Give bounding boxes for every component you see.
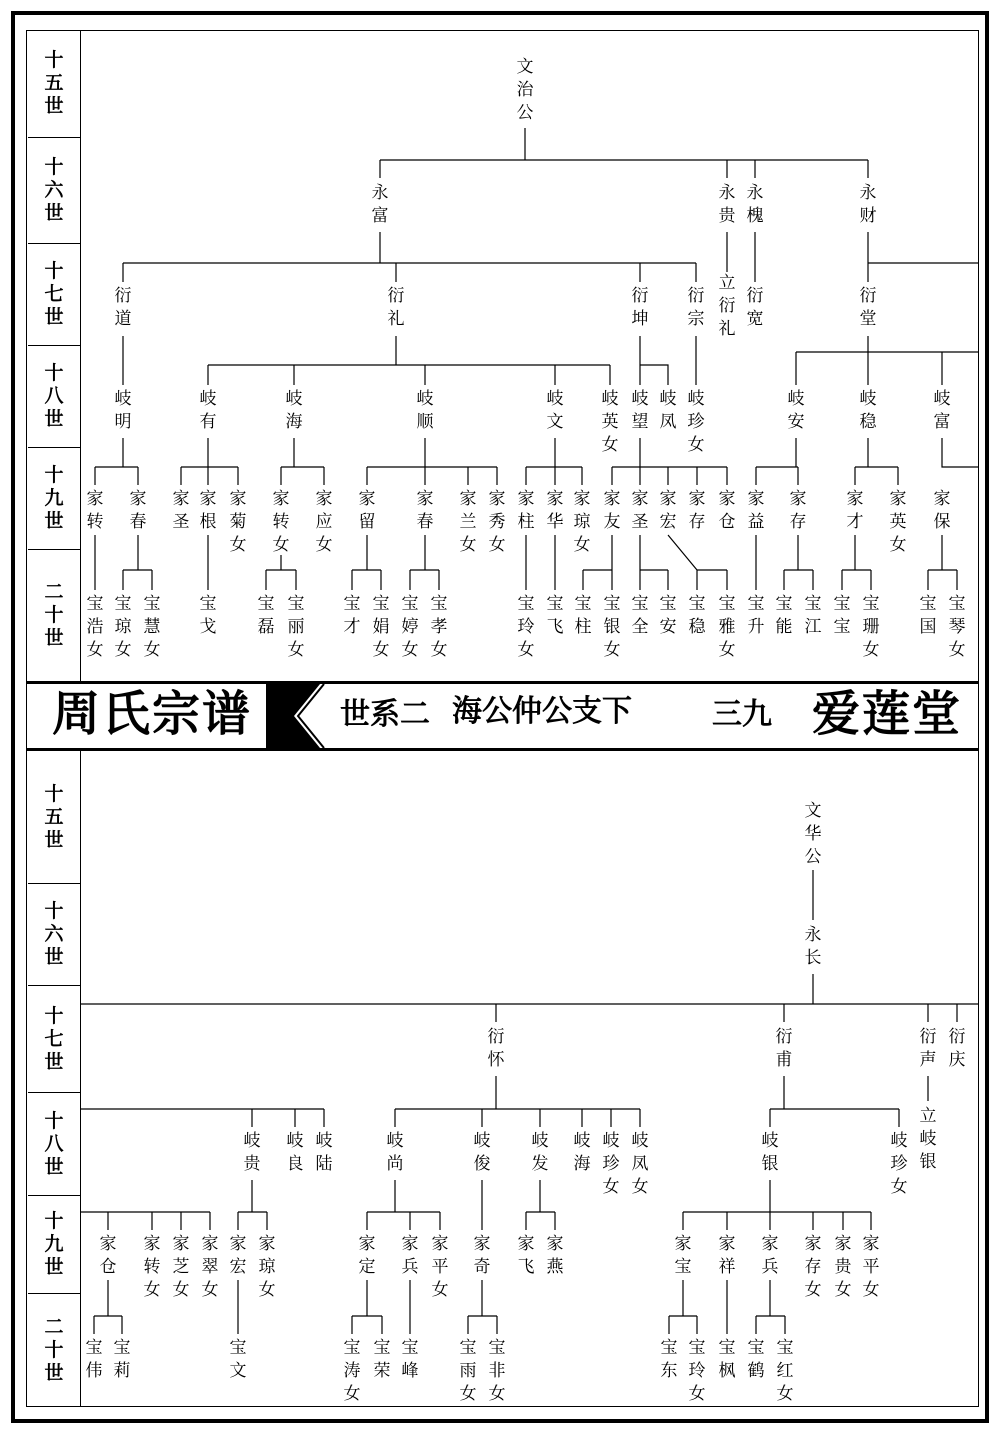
- person-g18: 岐 英 女: [601, 389, 619, 455]
- person-g20: 宝 文: [229, 1338, 247, 1381]
- person-g19: 家 定: [358, 1234, 376, 1277]
- person-g20: 宝 雅 女: [718, 594, 736, 660]
- person-g19: 家 存: [789, 489, 807, 532]
- person-g20: 宝 升: [747, 594, 765, 637]
- person-g18: 岐 富: [933, 389, 951, 432]
- person-g18: 岐 贵: [243, 1131, 261, 1174]
- person-g20: 宝 伟: [85, 1338, 103, 1381]
- hall-name: 爱莲堂: [812, 686, 963, 742]
- person-g19: 家 琼 女: [573, 489, 591, 555]
- gen-label-16: 十 六 世: [28, 138, 80, 244]
- person-g19: 家 宝: [674, 1234, 692, 1277]
- person-g20: 宝 娟 女: [372, 594, 390, 660]
- person-g16: 永 富: [371, 183, 389, 226]
- person-g18: 岐 海: [573, 1131, 591, 1174]
- person-g19: 家 秀 女: [488, 489, 506, 555]
- person-g17: 衍 坤: [631, 286, 649, 329]
- person-g20: 宝 鹤: [747, 1338, 765, 1381]
- person-g17: 衍 声: [919, 1027, 937, 1070]
- person-g18: 岐 珍 女: [602, 1131, 620, 1197]
- person-g18: 岐 陆: [315, 1131, 333, 1174]
- person-g20: 宝 珊 女: [862, 594, 880, 660]
- person-g18: 岐 发: [531, 1131, 549, 1174]
- person-g19: 家 留: [358, 489, 376, 532]
- person-g20: 宝 枫: [718, 1338, 736, 1381]
- person-g17: 衍 道: [114, 286, 132, 329]
- person-g20: 宝 荣: [373, 1338, 391, 1381]
- person-g18: 岐 海: [285, 389, 303, 432]
- person-g20: 宝 江: [804, 594, 822, 637]
- person-g20: 宝 莉: [113, 1338, 131, 1381]
- person-g19: 家 兵: [761, 1234, 779, 1277]
- person-g20: 宝 丽 女: [287, 594, 305, 660]
- person-g16: 永 财: [859, 183, 877, 226]
- person-g19: 家 祥: [718, 1234, 736, 1277]
- person-g20: 宝 非 女: [488, 1338, 506, 1404]
- person-g18: 岐 明: [114, 389, 132, 432]
- person-g18: 岐 凤 女: [631, 1131, 649, 1197]
- person-g17: 衍 堂: [859, 286, 877, 329]
- gen-label-19: 十 九 世: [28, 1196, 80, 1294]
- person-g18: 岐 顺: [416, 389, 434, 432]
- person-g17: 衍 宗: [687, 286, 705, 329]
- gen-label-18: 十 八 世: [28, 1093, 80, 1196]
- person-g20: 宝 柱: [574, 594, 592, 637]
- person-g19: 家 才: [846, 489, 864, 532]
- person-g20: 宝 稳: [688, 594, 706, 637]
- person-g20: 宝 才: [343, 594, 361, 637]
- person-g18: 岐 安: [787, 389, 805, 432]
- person-g18: 岐 俊: [473, 1131, 491, 1174]
- person-g19: 家 友: [603, 489, 621, 532]
- person-g19: 家 华: [546, 489, 564, 532]
- person-g20: 宝 孝 女: [430, 594, 448, 660]
- person-g19: 家 仓: [718, 489, 736, 532]
- person-g17: 衍 甫: [775, 1027, 793, 1070]
- person-g19: 家 存: [688, 489, 706, 532]
- person-g18: 岐 珍 女: [687, 389, 705, 455]
- person-g20: 宝 安: [659, 594, 677, 637]
- person-g19: 家 菊 女: [229, 489, 247, 555]
- person-g20: 宝 能: [775, 594, 793, 637]
- person-g18: 岐 尚: [386, 1131, 404, 1174]
- person-g19: 家 转 女: [272, 489, 290, 555]
- person-g19: 家 燕: [546, 1234, 564, 1277]
- gen-label-20: 二 十 世: [44, 1316, 64, 1384]
- book-title: 周氏宗谱: [52, 686, 253, 742]
- ancestor-wenhua: 文 华 公: [804, 801, 822, 867]
- person-g16: 永 槐: [746, 183, 764, 226]
- person-g19: 家 转 女: [143, 1234, 161, 1300]
- person-g17: 衍 宽: [746, 286, 764, 329]
- person-g20: 宝 婷 女: [401, 594, 419, 660]
- person-g20: 宝 玲 女: [688, 1338, 706, 1404]
- person-g20: 宝 慧 女: [143, 594, 161, 660]
- gen-label-19: 十 九 世: [28, 448, 80, 550]
- gen-label-16: 十 六 世: [28, 884, 80, 986]
- person-g19: 家 英 女: [889, 489, 907, 555]
- person-g19: 家 平 女: [862, 1234, 880, 1300]
- person-g19: 家 翠 女: [201, 1234, 219, 1300]
- person-g19: 家 圣: [172, 489, 190, 532]
- person-g18: 岐 良: [286, 1131, 304, 1174]
- person-g16: 永 贵: [718, 183, 736, 226]
- person-g19: 家 圣: [631, 489, 649, 532]
- person-g18: 岐 凤: [659, 389, 677, 432]
- gen-label-15: 十 五 世: [28, 751, 80, 884]
- person-g20: 宝 东: [660, 1338, 678, 1381]
- person-g20: 宝 戈: [199, 594, 217, 637]
- person-g19: 家 存 女: [804, 1234, 822, 1300]
- person-g19: 家 保: [933, 489, 951, 532]
- person-g19: 家 仓: [99, 1234, 117, 1277]
- person-g18: 岐 有: [199, 389, 217, 432]
- person-g19: 家 琼 女: [258, 1234, 276, 1300]
- person-g20: 宝 浩 女: [86, 594, 104, 660]
- person-g20: 宝 琴 女: [948, 594, 966, 660]
- person-g19: 家 春: [129, 489, 147, 532]
- page-number: 三九: [712, 697, 772, 732]
- person-g20: 宝 飞: [546, 594, 564, 637]
- person-g20: 宝 雨 女: [459, 1338, 477, 1404]
- person-g20: 宝 全: [631, 594, 649, 637]
- person-g20: 宝 宝: [833, 594, 851, 637]
- adoption-note: 立 衍 礼: [718, 273, 736, 339]
- person-g20: 宝 玲 女: [517, 594, 535, 660]
- person-g18: 岐 文: [546, 389, 564, 432]
- person-g19: 家 奇: [473, 1234, 491, 1277]
- person-g20: 宝 琼 女: [114, 594, 132, 660]
- person-g19: 家 兵: [401, 1234, 419, 1277]
- gen-label-18: 十 八 世: [28, 346, 80, 448]
- gen-label-20: 二 十 世: [44, 581, 64, 649]
- person-g19: 家 贵 女: [834, 1234, 852, 1300]
- section-label: 世系二: [340, 697, 430, 732]
- gen-label-15: 十 五 世: [28, 30, 80, 138]
- person-g19: 家 益: [747, 489, 765, 532]
- branch-label: 海公仲公支下: [452, 694, 632, 729]
- person-g18: 岐 稳: [859, 389, 877, 432]
- person-g20: 宝 磊: [257, 594, 275, 637]
- person-g19: 家 转: [86, 489, 104, 532]
- person-g19: 家 飞: [517, 1234, 535, 1277]
- person-g19: 家 宏: [229, 1234, 247, 1277]
- person-g19: 家 芝 女: [172, 1234, 190, 1300]
- person-g17: 衍 庆: [948, 1027, 966, 1070]
- person-g20: 宝 峰: [401, 1338, 419, 1381]
- person-g17: 衍 礼: [387, 286, 405, 329]
- person-g19: 家 兰 女: [459, 489, 477, 555]
- person-g19: 家 柱: [517, 489, 535, 532]
- person-g19: 家 应 女: [315, 489, 333, 555]
- gen-label-17: 十 七 世: [28, 244, 80, 346]
- ancestor-wenzhi: 文 治 公: [516, 57, 534, 123]
- person-g20: 宝 银 女: [603, 594, 621, 660]
- person-g20: 宝 国: [919, 594, 937, 637]
- gen-label-17: 十 七 世: [28, 986, 80, 1093]
- person-g18: 岐 银: [761, 1131, 779, 1174]
- adoption-note: 立 岐 银: [919, 1106, 937, 1172]
- person-g19: 家 春: [416, 489, 434, 532]
- person-g16: 永 长: [804, 925, 822, 968]
- person-g20: 宝 涛 女: [343, 1338, 361, 1404]
- person-g18: 岐 珍 女: [890, 1131, 908, 1197]
- person-g19: 家 根: [199, 489, 217, 532]
- person-g17: 衍 怀: [487, 1027, 505, 1070]
- person-g18: 岐 望: [631, 389, 649, 432]
- person-g19: 家 平 女: [431, 1234, 449, 1300]
- person-g20: 宝 红 女: [776, 1338, 794, 1404]
- person-g19: 家 宏: [659, 489, 677, 532]
